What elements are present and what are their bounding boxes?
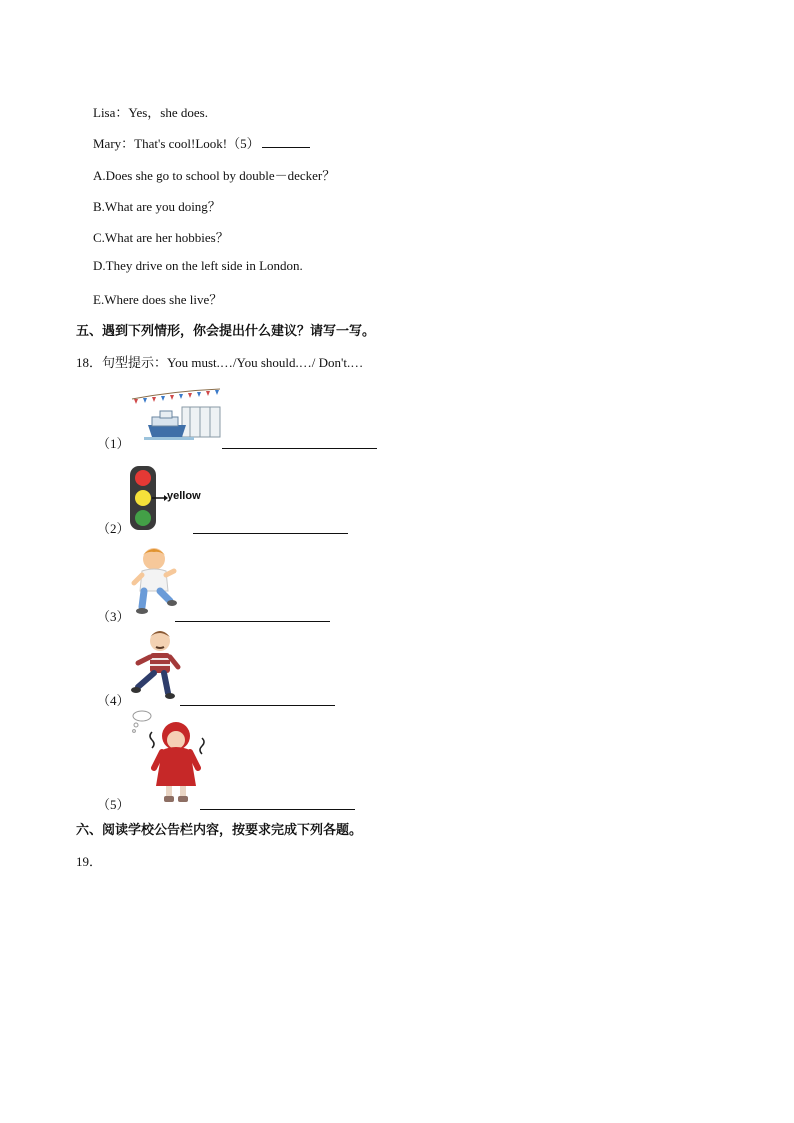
answer-blank-4[interactable] (180, 704, 335, 706)
item-number-1: （1） (97, 436, 130, 451)
ferry-boat-icon (130, 385, 222, 445)
question-19: 19． (76, 854, 103, 869)
option-b: B.What are you doing？ (93, 199, 221, 214)
running-boy-icon (130, 545, 178, 617)
running-man-icon (130, 627, 182, 701)
answer-blank-3[interactable] (175, 620, 330, 622)
item-number-3: （3） (97, 609, 130, 624)
item-number-5: （5） (97, 797, 130, 812)
answer-blank-2[interactable] (193, 532, 348, 534)
dialogue-line-mary: Mary：That's cool!Look!（5） (93, 133, 310, 152)
cold-girl-icon (128, 708, 208, 806)
question-18: 18．句型提示：You must.…/You should.…/ Don't.… (76, 355, 364, 370)
option-c: C.What are her hobbies？ (93, 230, 229, 245)
answer-blank[interactable] (262, 146, 310, 148)
section-heading-5: 五、遇到下列情形，你会提出什么建议？请写一写。 (76, 323, 376, 338)
option-d: D.They drive on the left side in London. (93, 258, 303, 273)
option-a: A.Does she go to school by double－decker？ (93, 168, 336, 183)
item-number-2: （2） (97, 521, 130, 536)
answer-blank-1[interactable] (222, 447, 377, 449)
answer-blank-5[interactable] (200, 808, 355, 810)
option-e: E.Where does she live？ (93, 292, 223, 307)
dialogue-line-lisa: Lisa：Yes，she does. (93, 105, 208, 120)
yellow-label: yellow (167, 490, 201, 502)
item-number-4: （4） (97, 693, 130, 708)
section-heading-6: 六、阅读学校公告栏内容，按要求完成下列各题。 (76, 822, 363, 837)
